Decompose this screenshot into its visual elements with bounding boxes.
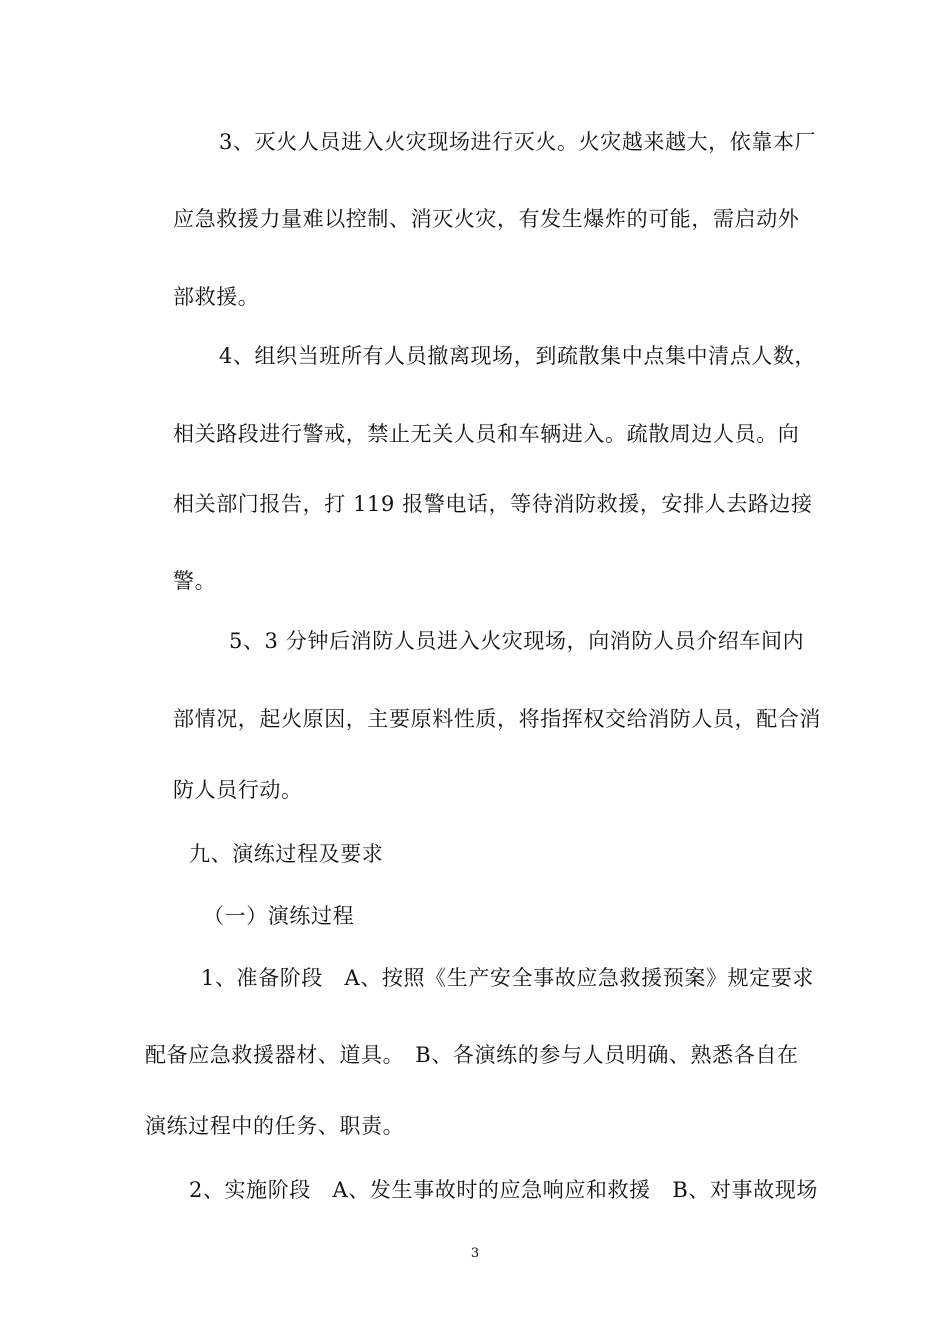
page-number: 3: [470, 1246, 480, 1261]
paragraph-line: 相关路段进行警戒，禁止无关人员和车辆进入。疏散周边人员。向: [173, 422, 800, 446]
paragraph-line: 配备应急救援器材、道具。 B、各演练的参与人员明确、熟悉各自在: [145, 1043, 799, 1067]
paragraph-line: 4、组织当班所有人员撤离现场，到疏散集中点集中清点人数，: [219, 344, 817, 368]
paragraph-line: 部救援。: [173, 285, 260, 309]
paragraph-line: 警。: [173, 569, 217, 593]
subsection-heading: （一）演练过程: [203, 904, 355, 928]
section-heading: 九、演练过程及要求: [189, 842, 384, 866]
paragraph-line: 演练过程中的任务、职责。: [145, 1114, 405, 1138]
paragraph-line: 应急救援力量难以控制、消灭火灾，有发生爆炸的可能，需启动外: [173, 207, 800, 231]
paragraph-line: 防人员行动。: [173, 778, 303, 802]
paragraph-line: 2、实施阶段 A、发生事故时的应急响应和救援 B、对事故现场: [189, 1178, 818, 1202]
paragraph-line: 1、准备阶段 A、按照《生产安全事故应急救援预案》规定要求: [201, 966, 814, 990]
paragraph-line: 5、3 分钟后消防人员进入火灾现场，向消防人员介绍车间内: [229, 629, 805, 653]
paragraph-line: 部情况，起火原因，主要原料性质，将指挥权交给消防人员，配合消: [173, 707, 821, 731]
paragraph-line: 3、灭火人员进入火灾现场进行灭火。火灾越来越大，依靠本厂: [219, 130, 817, 154]
paragraph-line: 相关部门报告，打 119 报警电话，等待消防救援，安排人去路边接: [173, 492, 813, 516]
